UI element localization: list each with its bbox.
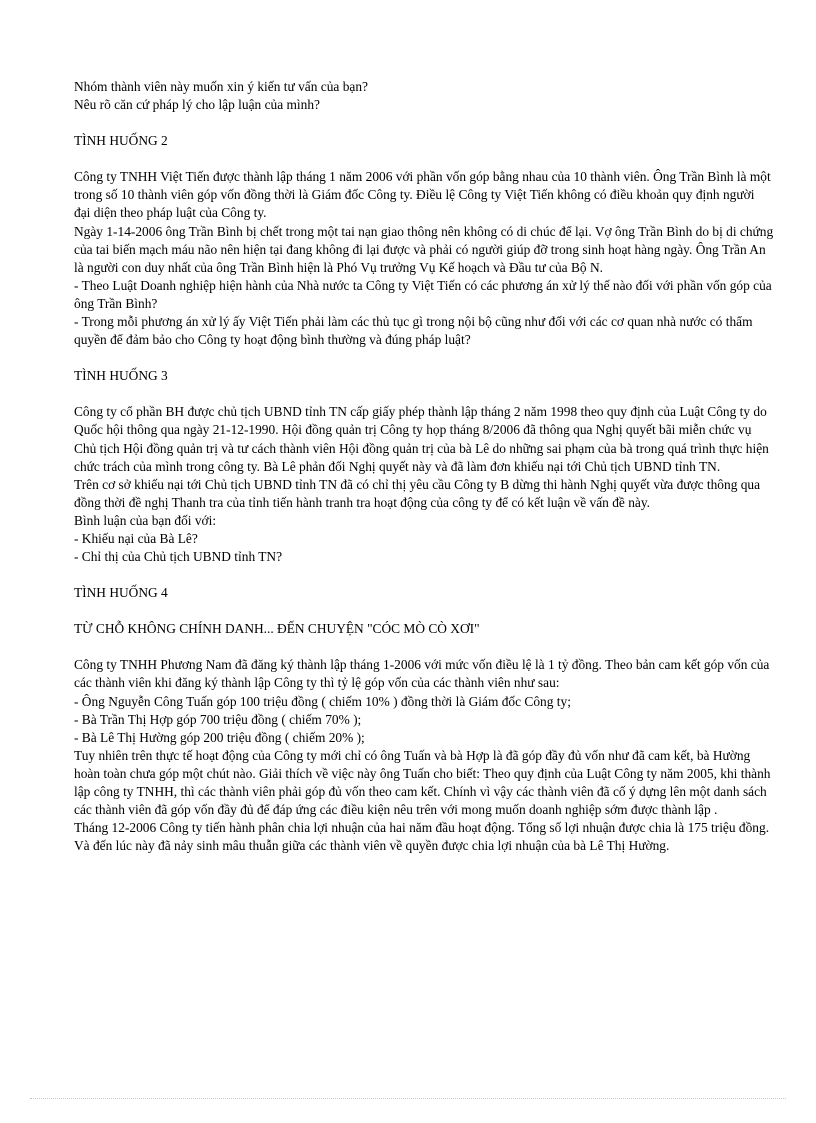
case3-paragraph: Trên cơ sở khiếu nại tới Chủ tịch UBND tỉnh TN đã có chỉ thị yêu cầu Công ty B dừng thi hành Nghị quyết vừa được thông qua đồng thời đề nghị Thanh tra của tỉnh tiến hành tranh tra hoạt động của công ty để có kết luận về vấn đề này. bbox=[74, 476, 761, 510]
case4-list-item: - Bà Trần Thị Hợp góp 700 triệu đồng ( chiếm 70% ); bbox=[74, 711, 362, 727]
case4-list-item: - Ông Nguyễn Công Tuấn góp 100 triệu đồng ( chiếm 10% ) đồng thời là Giám đốc Công ty; bbox=[74, 693, 571, 709]
case2-question: - Theo Luật Doanh nghiệp hiện hành của Nhà nước ta Công ty Việt Tiến có các phương án xử lý thế nào đối với phần vốn góp của ông Trần Bình? bbox=[74, 277, 772, 311]
intro-line: Nhóm thành viên này muốn xin ý kiến tư vấn của bạn? bbox=[74, 79, 368, 94]
document-page bbox=[74, 78, 774, 855]
case4-heading: TÌNH HUỐNG 4 bbox=[74, 585, 168, 601]
case2-question: - Trong mỗi phương án xử lý ấy Việt Tiến phải làm các thủ tục gì trong nội bộ cũng như đối với các cơ quan nhà nước có thẩm quyền để đảm bảo cho Công ty hoạt động bình thường và đúng pháp luật? bbox=[74, 314, 753, 348]
case2-paragraph: Công ty TNHH Việt Tiến được thành lập tháng 1 năm 2006 với phần vốn góp bằng nhau của 10 thành viên. Ông Trần Bình là một trong số 10 thành viên góp vốn đồng thời là Giám đốc Công ty. Điều lệ Công ty Việt Tiến không có điều khoản quy định người đại diện theo pháp luật của Công ty. bbox=[74, 169, 771, 221]
intro-line: Nêu rõ căn cứ pháp lý cho lập luận của mình? bbox=[74, 97, 320, 113]
case2-heading: TÌNH HUỐNG 2 bbox=[74, 133, 168, 149]
case3-question: - Chỉ thị của Chủ tịch UBND tỉnh TN? bbox=[74, 549, 283, 565]
page-bottom-divider bbox=[30, 1098, 786, 1099]
case3-heading: TÌNH HUỐNG 3 bbox=[74, 368, 168, 384]
case3-question: - Khiếu nại của Bà Lê? bbox=[74, 530, 198, 546]
case3-paragraph: Công ty cổ phần BH được chủ tịch UBND tỉnh TN cấp giấy phép thành lập tháng 2 năm 1998 theo quy định của Luật Công ty do Quốc hội thông qua ngày 21-12-1990. Hội đồng quản trị Công ty họp tháng 8/2006 đã thông qua Nghị quyết bãi miễn chức vụ Chủ tịch Hội đồng quản trị và tư cách thành viên Hội đồng quản trị của bà Lê do những sai phạm của bà trong quá trình thực hiện chức trách của mình trong công ty. Bà Lê phản đối Nghị quyết này và đã làm đơn khiếu nại tới Chủ tịch UBND tỉnh TN. bbox=[74, 404, 769, 474]
case4-paragraph: Tháng 12-2006 Công ty tiến hành phân chia lợi nhuận của hai năm đầu hoạt động. Tổng số lợi nhuận được chia là 175 triệu đồng. Và đến lúc này đã nảy sinh mâu thuẫn giữa các thành viên về quyền được chia lợi nhuận của bà Lê Thị Hường. bbox=[74, 820, 770, 854]
case2-paragraph: Ngày 1-14-2006 ông Trần Bình bị chết trong một tai nạn giao thông nên không có di chúc để lại. Vợ ông Trần Bình do bị di chứng của tai biến mạch máu não nên hiện tại đang không đi lại được và phải có người giúp đỡ trong sinh hoạt hàng ngày. Ông Trần An là người con duy nhất của ông Trần Bình hiện là Phó Vụ trưởng Vụ Kế hoạch và Đầu tư của Bộ N. bbox=[74, 223, 774, 275]
case4-paragraph: Công ty TNHH Phương Nam đã đăng ký thành lập tháng 1-2006 với mức vốn điều lệ là 1 tỷ đồng. Theo bản cam kết góp vốn của các thành viên khi đăng ký thành lập Công ty thì tỷ lệ góp vốn của các thành viên như sau: bbox=[74, 657, 770, 691]
case4-subheading: TỪ CHỖ KHÔNG CHÍNH DANH... ĐẾN CHUYỆN "CÓC MÒ CÒ XƠI" bbox=[74, 621, 480, 637]
case4-list-item: - Bà Lê Thị Hường góp 200 triệu đồng ( chiếm 20% ); bbox=[74, 729, 365, 745]
case4-paragraph: Tuy nhiên trên thực tế hoạt động của Công ty mới chỉ có ông Tuấn và bà Hợp là đã góp đầy đủ vốn như đã cam kết, bà Hường hoàn toàn chưa góp một chút nào. Giải thích về việc này ông Tuấn cho biết: Theo quy định của Luật Công ty năm 2005, khi thành lập công ty TNHH, thì các thành viên phải góp đủ vốn theo cam kết. Chính vì vậy các thành viên đã cố ý dựng lên một danh sách các thành viên đã góp vốn đầy đủ để đáp ứng các điều kiện nêu trên với mong muốn doanh nghiệp sớm được thành lập . bbox=[74, 747, 771, 818]
case3-paragraph: Bình luận của bạn đối với: bbox=[74, 512, 217, 528]
